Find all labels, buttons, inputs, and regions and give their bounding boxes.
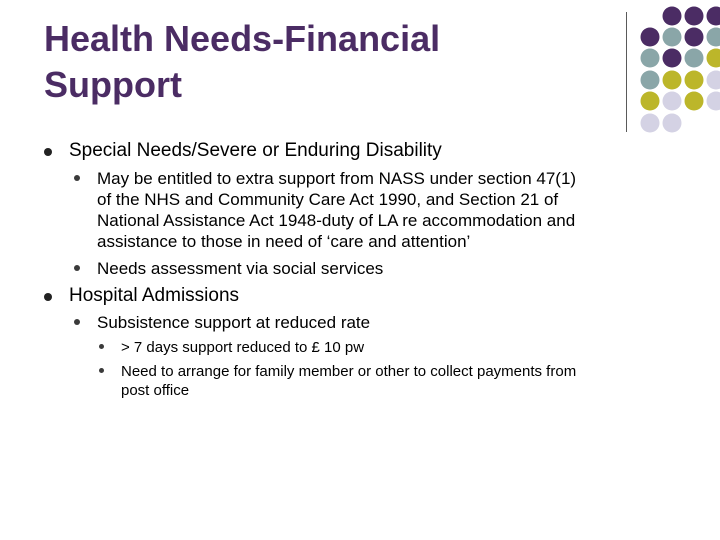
olive-dot [641,92,660,111]
teal-dot [663,28,682,47]
teal-dot [685,49,704,68]
title-line: Support [44,64,182,105]
bullet-dot [44,148,52,156]
sub-bullet-text-line: May be entitled to extra support from NASS under section 47(1) [97,169,577,188]
purple-dot [707,7,720,26]
lavender-dot [641,114,660,133]
teal-dot [707,28,720,47]
bullet-dot [99,368,104,373]
lavender-dot [663,114,682,133]
purple-dot [685,28,704,47]
purple-dot [663,7,682,26]
olive-dot [685,92,704,111]
olive-dot [685,71,704,90]
teal-dot [641,49,660,68]
bullet-dot [74,319,80,325]
bullet-dot [74,265,80,271]
bullet-text: Special Needs/Severe or Enduring Disability [69,140,442,161]
lavender-dot [663,92,682,111]
purple-dot [685,7,704,26]
bullet-text: Hospital Admissions [69,285,240,306]
sub-bullet-text-line: of the NHS and Community Care Act 1990, and Section 21 of [97,190,559,209]
sub-bullet-text: Subsistence support at reduced rate [97,313,371,332]
bullet-dot [74,175,80,181]
purple-dot [641,28,660,47]
sub-bullet-text: Needs assessment via social services [97,259,384,278]
lavender-dot [707,92,720,111]
sub-bullet-text-line: National Assistance Act 1948-duty of LA re accommodation and [97,211,576,230]
title-line: Health Needs-Financial [44,18,441,59]
sub-sub-bullet-text-line: Need to arrange for family member or other to collect payments from [121,363,577,380]
decorative-divider [626,12,627,132]
lavender-dot [707,71,720,90]
sub-sub-bullet-text-line: post office [121,382,190,399]
sub-sub-bullet-text: > 7 days support reduced to £ 10 pw [121,339,365,356]
olive-dot [663,71,682,90]
purple-dot [663,49,682,68]
sub-bullet-text-line: assistance to those in need of ‘care and attention’ [97,232,471,251]
slide-title [44,16,604,108]
bullet-dot [44,293,52,301]
olive-dot [707,49,720,68]
bullet-dot [99,344,104,349]
teal-dot [641,71,660,90]
